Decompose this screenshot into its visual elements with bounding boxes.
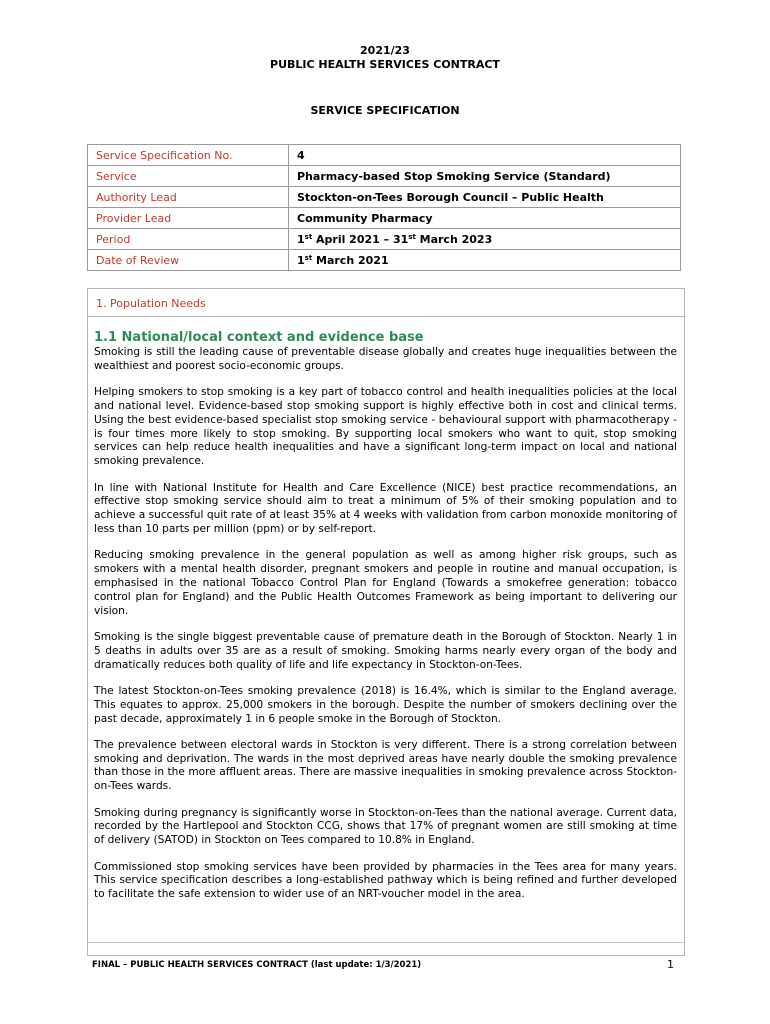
table-row bbox=[88, 145, 681, 166]
table-row bbox=[88, 229, 681, 250]
row-value: 1st April 2021 – 31st March 2023 bbox=[289, 229, 681, 250]
row-label: Date of Review bbox=[88, 250, 289, 271]
table-row bbox=[88, 250, 681, 271]
spec-title: SERVICE SPECIFICATION bbox=[310, 104, 460, 117]
page-number: 1 bbox=[667, 958, 674, 971]
population-needs-section bbox=[87, 288, 685, 956]
row-label: Period bbox=[88, 229, 289, 250]
paragraph: Smoking is still the leading cause of preventable disease globally and creates huge inequalities between the wealthiest and poorest socio-economic groups. bbox=[94, 346, 677, 372]
paragraph: The prevalence between electoral wards in Stockton is very different. There is a strong correlation between smoking and deprivation. The wards in the most deprived areas have nearly double the smoking prevalence than those in the more affluent areas. There are massive inequalities in smoking prevalence across Stockton-on-Tees wards. bbox=[94, 738, 677, 793]
paragraph: Smoking during pregnancy is significantly worse in Stockton-on-Tees than the national average. Current data, recorded by the Hartlepool and Stockton CCG, shows that 17% of pregnant women are still smoking at time of delivery (SATOD) in Stockton on Tees compared to 10.8% in England. bbox=[94, 806, 677, 847]
row-value: 4 bbox=[289, 145, 681, 166]
paragraph: Reducing smoking prevalence in the general population as well as among higher risk groups, such as smokers with a mental health disorder, pregnant smokers and people in routine and manual occupation, is emphasised in the national Tobacco Control Plan for England (Towards a smokefree generation: tobacco control plan for England) and the Public Health Outcomes Framework as being important to delivering our vision. bbox=[94, 549, 677, 617]
row-value: Stockton-on-Tees Borough Council – Public Health bbox=[289, 187, 681, 208]
row-label: Provider Lead bbox=[88, 208, 289, 229]
subheading: 1.1 National/local context and evidence base bbox=[94, 330, 424, 345]
service-spec-table bbox=[87, 144, 681, 271]
row-value: Pharmacy-based Stop Smoking Service (Standard) bbox=[289, 166, 681, 187]
row-label: Service bbox=[88, 166, 289, 187]
section-body bbox=[94, 330, 677, 915]
document-year: 2021/23 bbox=[360, 44, 410, 57]
paragraph: In line with National Institute for Health and Care Excellence (NICE) best practice recommendations, an effective stop smoking service should aim to treat a minimum of 5% of their smoking population and to achieve a successful quit rate of at least 35% at 4 weeks with validation from carbon monoxide monitoring of less than 10 parts per million (ppm) or by self-report. bbox=[94, 481, 677, 535]
section-divider bbox=[88, 942, 684, 943]
paragraph: Commissioned stop smoking services have been provided by pharmacies in the Tees area for many years. This service specification describes a long-established pathway which is being refined and further developed to facilitate the safe extension to wider use of an NRT-voucher model in the area. bbox=[94, 860, 677, 901]
row-value: Community Pharmacy bbox=[289, 208, 681, 229]
contract-title: PUBLIC HEALTH SERVICES CONTRACT bbox=[270, 58, 500, 71]
paragraph: Smoking is the single biggest preventable cause of premature death in the Borough of Stockton. Nearly 1 in 5 deaths in adults over 35 are as a result of smoking. Smoking harms nearly every organ of the body and dramatically reduces both quality of life and life expectancy in Stockton-on-Tees. bbox=[94, 630, 677, 671]
row-value: 1st March 2021 bbox=[289, 250, 681, 271]
paragraph: Helping smokers to stop smoking is a key part of tobacco control and health inequalities policies at the local and national level. Evidence-based stop smoking support is highly effective both in cost and clinical terms. Using the best evidence-based specialist stop smoking service - behavioural support with pharmacotherapy - is four times more likely to stop smoking. By supporting local smokers who want to quit, stop smoking services can help reduce health inequalities and have a significant long-term impact on local and national smoking prevalence. bbox=[94, 386, 677, 468]
paragraph: The latest Stockton-on-Tees smoking prevalence (2018) is 16.4%, which is similar to the England average. This equates to approx. 25,000 smokers in the borough. Despite the number of smokers declining over the past decade, approximately 1 in 6 people smoke in the Borough of Stockton. bbox=[94, 684, 677, 725]
table-row bbox=[88, 187, 681, 208]
table-row bbox=[88, 208, 681, 229]
footer-text: FINAL – PUBLIC HEALTH SERVICES CONTRACT (last update: 1/3/2021) bbox=[92, 960, 422, 970]
row-label: Authority Lead bbox=[88, 187, 289, 208]
section-title: 1. Population Needs bbox=[88, 289, 684, 317]
table-row bbox=[88, 166, 681, 187]
row-label: Service Specification No. bbox=[88, 145, 289, 166]
